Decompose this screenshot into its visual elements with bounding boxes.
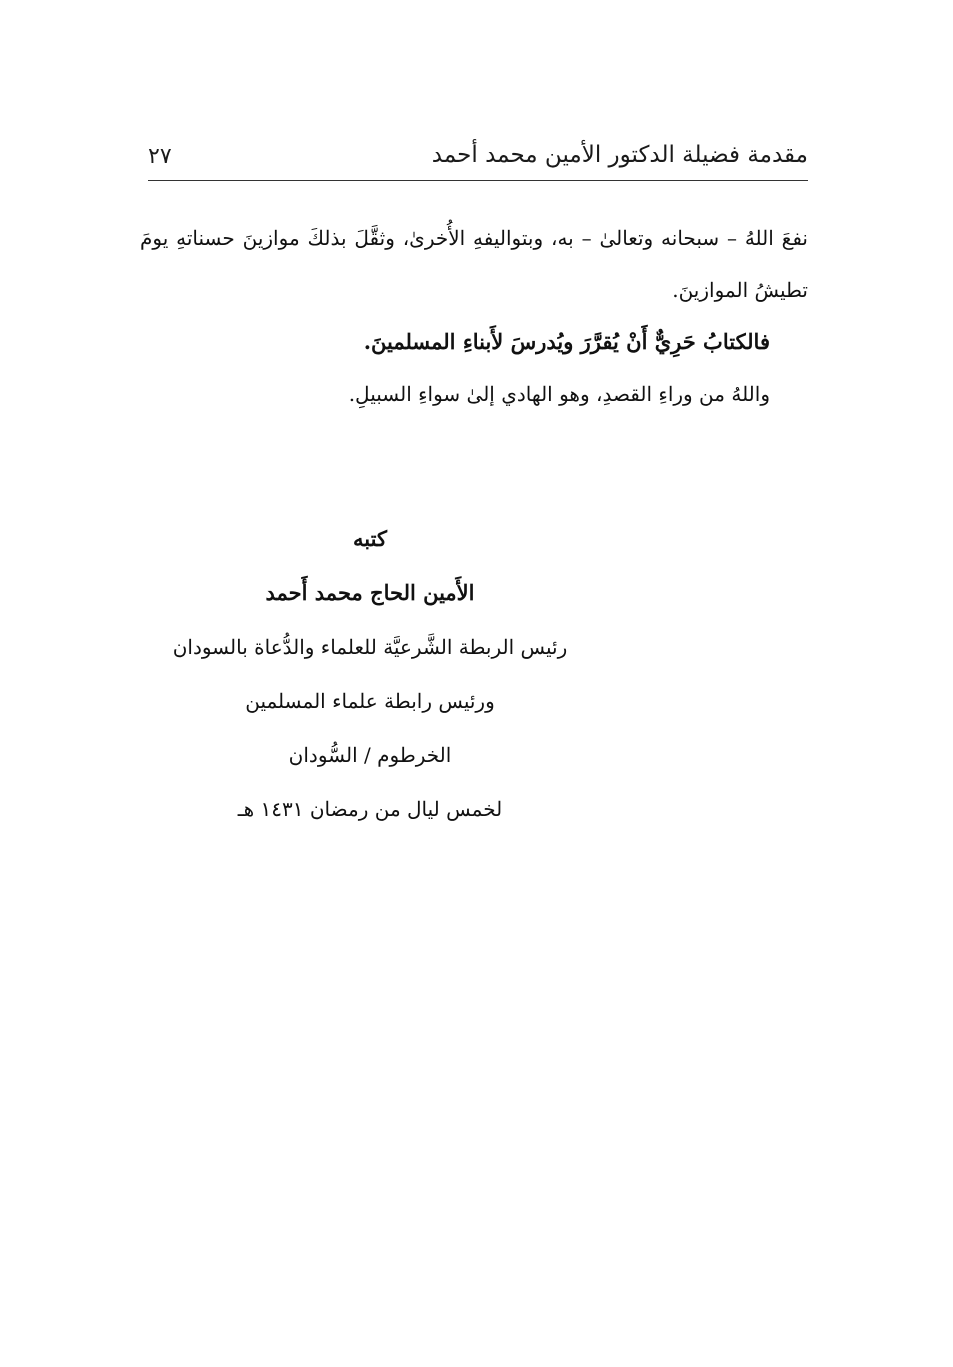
body-text — [140, 212, 808, 420]
page-number: ٢٧ — [148, 144, 172, 169]
signature-title-1: رئيس الربطة الشَّرعيَّة للعلماء والدُّعاة بالسودان — [172, 635, 568, 659]
paragraph-recommendation: فالكتابُ حَرِيٌّ أَنْ يُقرَّرَ ويُدرسَ لأَبناءِ المسلمينَ. — [363, 329, 770, 354]
header-divider — [148, 180, 808, 181]
signature-date: لخمس ليال من رمضان ١٤٣١ هـ — [237, 797, 503, 821]
header-title: مقدمة فضيلة الدكتور الأمين محمد أحمد — [431, 142, 808, 168]
signature-block — [150, 512, 590, 836]
paragraph-closing: واللهُ من وراءِ القصدِ، وهو الهادي إلىٰ سواءِ السبيلِ. — [348, 382, 770, 406]
signature-name: الأَمين الحاج محمد أَحمد — [265, 580, 475, 605]
paragraph-benefit: نفعَ اللهُ – سبحانه وتعالىٰ – به، وبتواليفهِ الأُخرىٰ، وثقَّلَ بذلكَ موازينَ حسناتهِ يومَ تطيشُ الموازينَ. — [140, 226, 808, 302]
signature-wrote: كتبه — [353, 526, 387, 551]
signature-title-2: ورئيس رابطة علماء المسلمين — [245, 689, 495, 713]
running-header — [148, 140, 808, 176]
signature-location: الخرطوم / السُّودان — [288, 743, 452, 767]
